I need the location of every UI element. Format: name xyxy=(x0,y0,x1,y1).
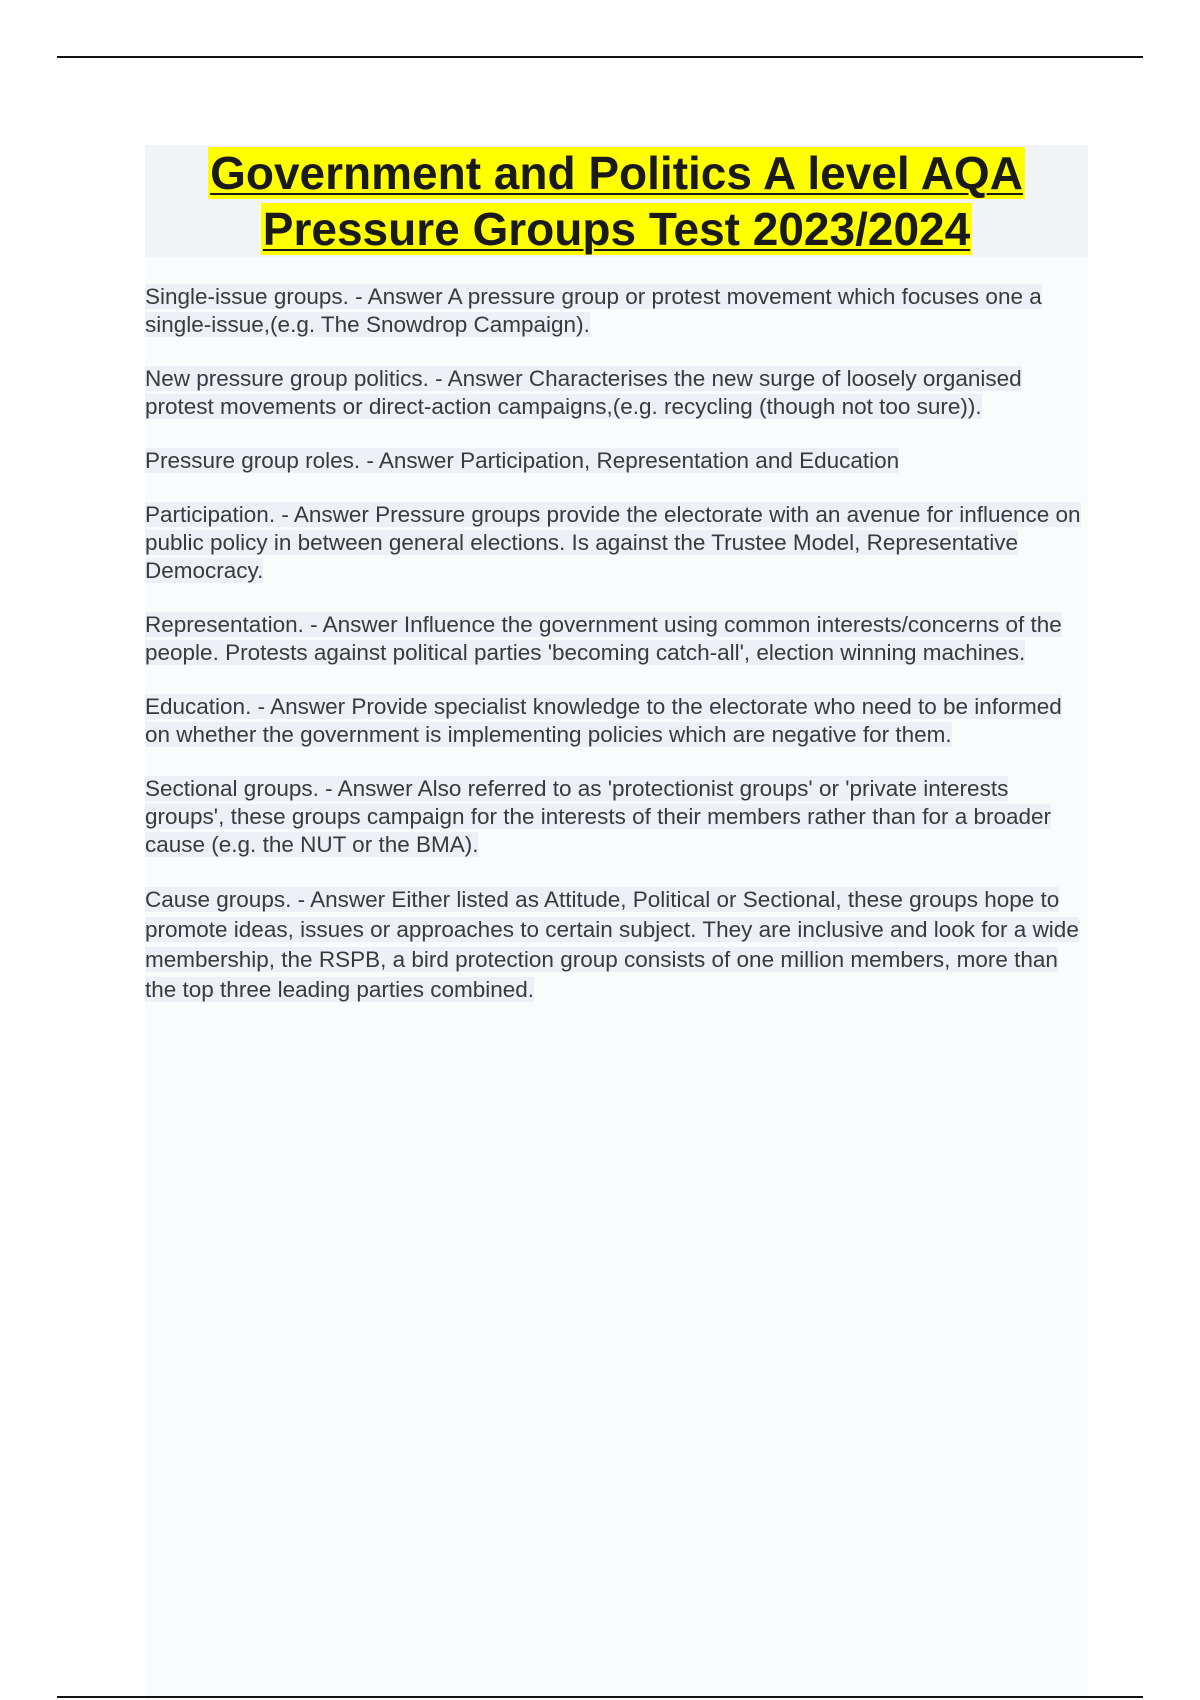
qa-separator: - Answer xyxy=(318,776,418,801)
bottom-rule xyxy=(57,1696,1143,1698)
qa-separator: - Answer xyxy=(251,694,352,719)
qa-item-representation xyxy=(145,611,1085,667)
page-title xyxy=(145,145,1088,257)
title-line-1: Government and Politics A level AQA xyxy=(210,147,1023,199)
qa-answer: Influence the government using common interests/concerns of the people. Protests against political parties 'becoming catch-all', election winning machines. xyxy=(145,612,1062,665)
qa-term: Education. xyxy=(145,694,252,719)
qa-term: New pressure group politics. xyxy=(145,366,429,391)
qa-answer: Also referred to as 'protectionist groups' or 'private interests groups', these groups campaign for the interests of their members rather than for a broader cause (e.g. the NUT or the BMA). xyxy=(145,776,1052,857)
qa-term: Pressure group roles. xyxy=(145,448,361,473)
qa-term: Single-issue groups. xyxy=(145,284,349,309)
qa-item-new-pressure-group-politics xyxy=(145,365,1085,421)
qa-separator: - Answer xyxy=(348,284,448,309)
qa-item-pressure-group-roles xyxy=(145,447,1085,475)
qa-term: Representation. xyxy=(145,612,304,637)
qa-separator: - Answer xyxy=(291,887,392,912)
qa-item-sectional-groups xyxy=(145,775,1085,859)
qa-separator: - Answer xyxy=(428,366,529,391)
top-rule xyxy=(57,56,1143,58)
qa-separator: - Answer xyxy=(275,502,376,527)
qa-answer: Either listed as Attitude, Political or Sectional, these groups hope to promote ideas, issues or approaches to certain subject. They are inclusive and look for a wide membership, the RSPB, a bird protection group consists of one million members, more than the top three leading parties combined. xyxy=(145,887,1079,1002)
qa-term: Sectional groups. xyxy=(145,776,319,801)
qa-item-cause-groups xyxy=(145,885,1085,1005)
qa-item-participation xyxy=(145,501,1085,585)
title-line-2: Pressure Groups Test 2023/2024 xyxy=(262,203,971,255)
qa-answer: Pressure groups provide the electorate with an avenue for influence on public policy in between general elections. Is against the Trustee Model, Representative Democracy. xyxy=(145,502,1081,583)
qa-answer: Provide specialist knowledge to the electorate who need to be informed on whether the government is implementing policies which are negative for them. xyxy=(145,694,1062,747)
qa-term: Participation. xyxy=(145,502,276,527)
qa-list xyxy=(145,283,1085,1031)
qa-answer: Characterises the new surge of loosely organised protest movements or direct-action campaigns,(e.g. recycling (though not too sure)). xyxy=(145,366,1022,419)
qa-term: Cause groups. xyxy=(145,887,292,912)
qa-answer: Participation, Representation and Education xyxy=(460,448,900,473)
qa-answer: A pressure group or protest movement which focuses one a single-issue,(e.g. The Snowdrop Campaign). xyxy=(145,284,1042,337)
qa-item-single-issue-groups xyxy=(145,283,1085,339)
qa-item-education xyxy=(145,693,1085,749)
qa-separator: - Answer xyxy=(303,612,404,637)
qa-separator: - Answer xyxy=(360,448,461,473)
